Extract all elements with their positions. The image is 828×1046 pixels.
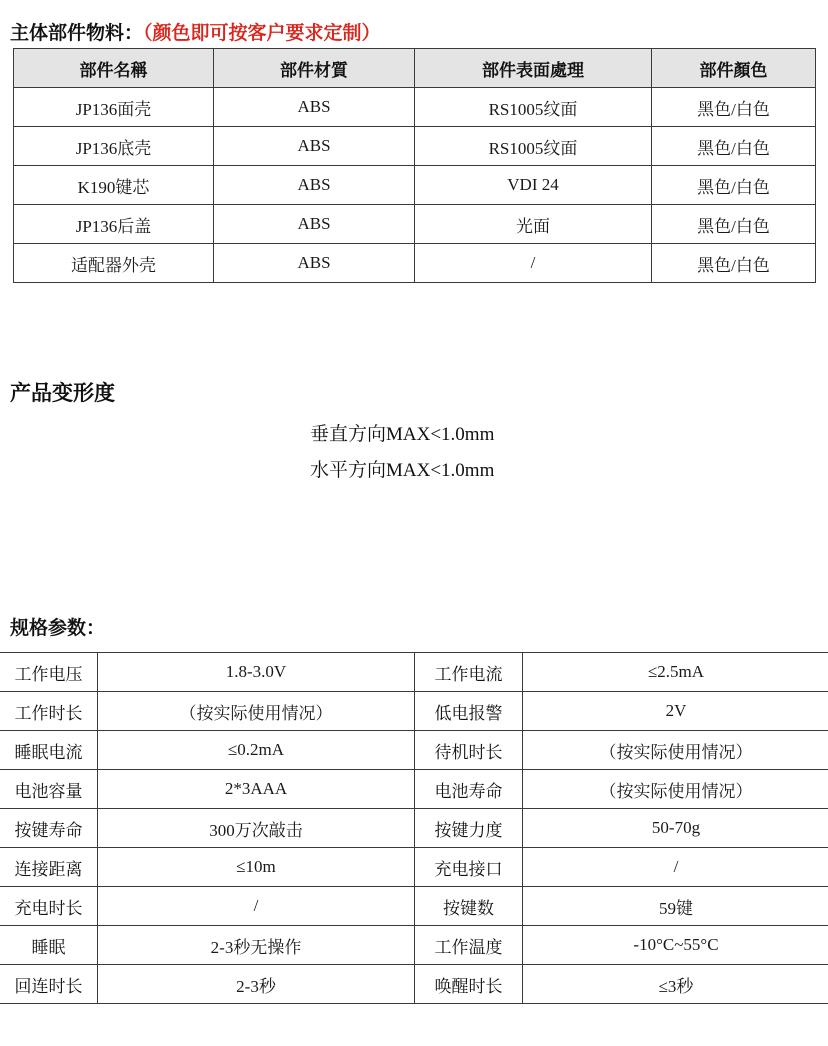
spec-label: 按键寿命 [0, 809, 98, 848]
spec-label: 电池寿命 [415, 770, 523, 809]
part-name-cell: 适配器外壳 [14, 244, 214, 283]
material-cell: ABS [214, 205, 415, 244]
spec-label: 按键力度 [415, 809, 523, 848]
materials-row [14, 88, 816, 127]
spec-label: 工作时长 [0, 692, 98, 731]
spec-value: （按实际使用情况） [523, 731, 828, 770]
materials-heading-title: 主体部件物料： [10, 22, 144, 44]
spec-label: 工作电压 [0, 653, 98, 692]
spec-row [0, 809, 828, 848]
spec-label: 睡眠电流 [0, 731, 98, 770]
spec-label: 工作温度 [415, 926, 523, 965]
materials-row [14, 166, 816, 205]
spec-value: 2*3AAA [98, 770, 415, 809]
surface-cell: 光面 [415, 205, 652, 244]
spec-value: 300万次敲击 [98, 809, 415, 848]
spec-row [0, 653, 828, 692]
spec-value: -10°C~55°C [523, 926, 828, 965]
spec-label: 工作电流 [415, 653, 523, 692]
part-name-cell: JP136后盖 [14, 205, 214, 244]
spec-value: ≤10m [98, 848, 415, 887]
surface-cell: RS1005纹面 [415, 127, 652, 166]
spec-label: 充电接口 [415, 848, 523, 887]
spec-value: 2-3秒 [98, 965, 415, 1004]
color-cell: 黑色/白色 [652, 127, 816, 166]
color-cell: 黑色/白色 [652, 244, 816, 283]
material-cell: ABS [214, 166, 415, 205]
part-name-cell: JP136底壳 [14, 127, 214, 166]
materials-row [14, 127, 816, 166]
spec-label: 电池容量 [0, 770, 98, 809]
materials-table [13, 48, 816, 283]
spec-row [0, 848, 828, 887]
horizontal-deformation-text: 水平方向MAX<1.0mm [310, 460, 495, 481]
material-cell: ABS [214, 127, 415, 166]
spec-value: （按实际使用情况） [98, 692, 415, 731]
materials-header-cell: 部件顏色 [652, 49, 816, 88]
spec-value: / [523, 848, 828, 887]
part-name-cell: K190键芯 [14, 166, 214, 205]
materials-header-cell: 部件名稱 [14, 49, 214, 88]
spec-value: 59键 [523, 887, 828, 926]
spec-row [0, 770, 828, 809]
specs-table [0, 652, 828, 1004]
spec-value: 50-70g [523, 809, 828, 848]
surface-cell: / [415, 244, 652, 283]
materials-row [14, 244, 816, 283]
spec-value: ≤3秒 [523, 965, 828, 1004]
spec-label: 待机时长 [415, 731, 523, 770]
spec-value: ≤0.2mA [98, 731, 415, 770]
spec-value: 2V [523, 692, 828, 731]
surface-cell: VDI 24 [415, 166, 652, 205]
vertical-deformation-text: 垂直方向MAX<1.0mm [310, 424, 495, 445]
spec-row [0, 692, 828, 731]
materials-header-cell: 部件表面處理 [415, 49, 652, 88]
spec-label: 睡眠 [0, 926, 98, 965]
color-cell: 黑色/白色 [652, 205, 816, 244]
spec-label: 充电时长 [0, 887, 98, 926]
spec-row [0, 926, 828, 965]
materials-row [14, 205, 816, 244]
spec-row [0, 887, 828, 926]
color-cell: 黑色/白色 [652, 88, 816, 127]
materials-header-cell: 部件材質 [214, 49, 415, 88]
deformation-heading: 产品变形度 [10, 381, 115, 405]
color-cell: 黑色/白色 [652, 166, 816, 205]
spec-row [0, 965, 828, 1004]
spec-label: 连接距离 [0, 848, 98, 887]
spec-label: 低电报警 [415, 692, 523, 731]
material-cell: ABS [214, 88, 415, 127]
materials-heading-note: （颜色即可按客户要求定制） [143, 22, 381, 44]
spec-label: 唤醒时长 [415, 965, 523, 1004]
part-name-cell: JP136面壳 [14, 88, 214, 127]
specs-heading: 规格参数： [10, 617, 106, 639]
materials-header-row [14, 49, 816, 88]
spec-value: ≤2.5mA [523, 653, 828, 692]
spec-value: （按实际使用情况） [523, 770, 828, 809]
spec-value: 2-3秒无操作 [98, 926, 415, 965]
materials-heading [10, 18, 381, 45]
material-cell: ABS [214, 244, 415, 283]
spec-row [0, 731, 828, 770]
surface-cell: RS1005纹面 [415, 88, 652, 127]
spec-label: 回连时长 [0, 965, 98, 1004]
spec-value: / [98, 887, 415, 926]
spec-label: 按键数 [415, 887, 523, 926]
spec-value: 1.8-3.0V [98, 653, 415, 692]
